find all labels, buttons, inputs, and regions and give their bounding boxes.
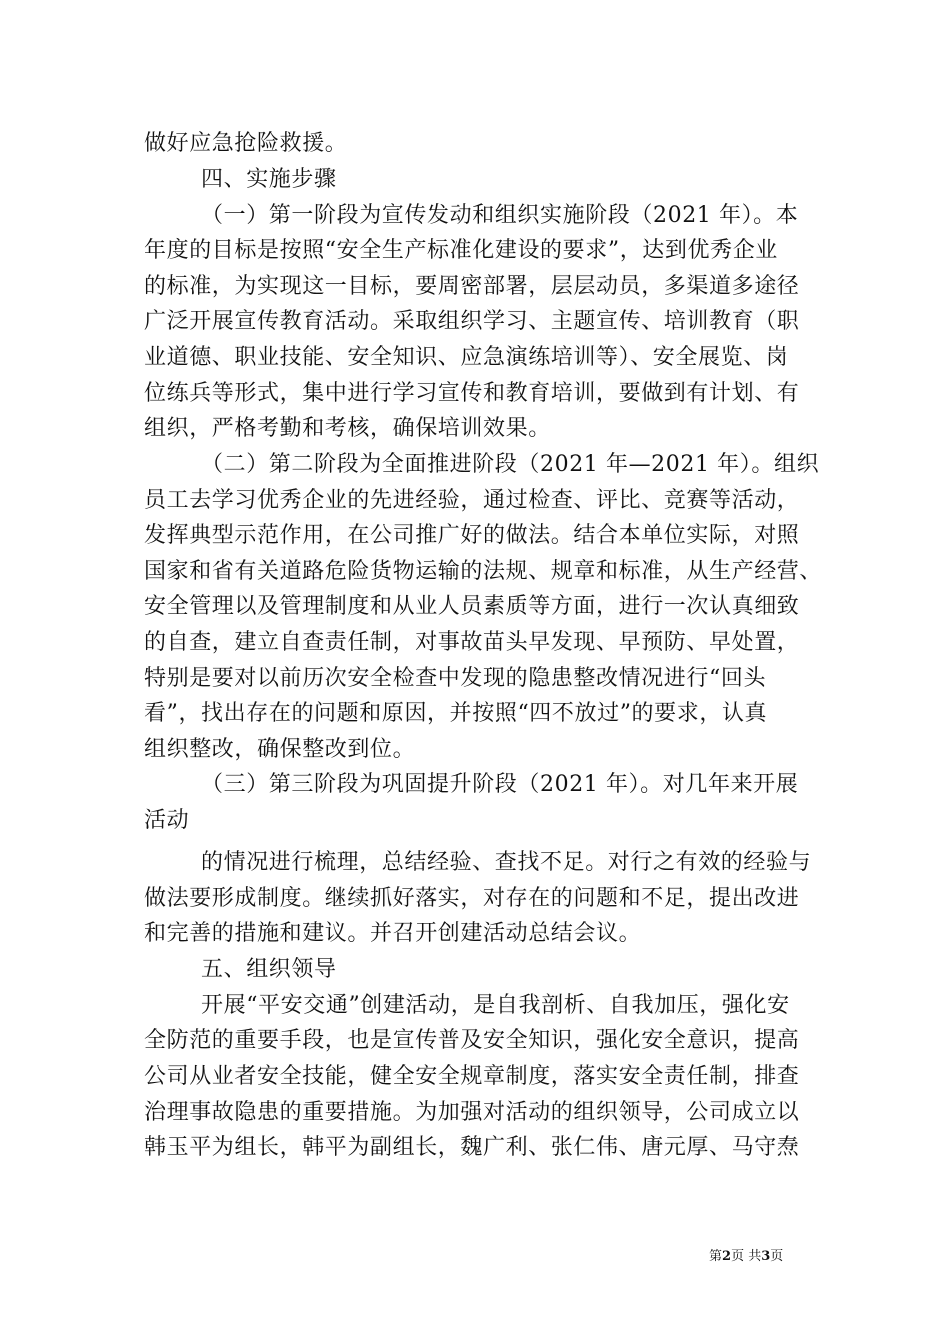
text-line: 国家和省有关道路危险货物运输的法规、规章和标准，从生产经营、	[144, 559, 823, 584]
section-heading: 四、实施步骤	[201, 167, 337, 192]
text-line: （一）第一阶段为宣传发动和组织实施阶段（2021 年）。本	[201, 203, 799, 228]
page-number: 2	[722, 1249, 732, 1264]
text-line: 看”，找出存在的问题和原因，并按照“四不放过”的要求，认真	[144, 701, 768, 726]
text-line: 的情况进行梳理，总结经验、查找不足。对行之有效的经验与	[201, 850, 812, 875]
text-line: 和完善的措施和建议。并召开创建活动总结会议。	[144, 921, 642, 946]
text-line: 特别是要对以前历次安全检查中发现的隐患整改情况进行“回头	[144, 666, 767, 691]
footer-suffix: 页	[770, 1249, 784, 1264]
page-footer	[709, 1248, 783, 1266]
text-line: 员工去学习优秀企业的先进经验，通过检查、评比、竞赛等活动，	[144, 488, 800, 513]
text-line: 公司从业者安全技能，健全安全规章制度，落实安全责任制，排查	[144, 1064, 800, 1089]
text-line: 开展“平安交通”创建活动，是自我剖析、自我加压，强化安	[201, 993, 790, 1018]
text-line: 做法要形成制度。继续抓好落实，对存在的问题和不足，提出改进	[144, 886, 800, 911]
text-line: （二）第二阶段为全面推进阶段（2021 年—2021 年）。组织	[201, 452, 820, 477]
text-line: 安全管理以及管理制度和从业人员素质等方面，进行一次认真细致	[144, 594, 800, 619]
text-line: 组织，严格考勤和考核，确保培训效果。	[144, 416, 551, 441]
text-line: 位练兵等形式，集中进行学习宣传和教育培训，要做到有计划、有	[144, 381, 800, 406]
text-line: （三）第三阶段为巩固提升阶段（2021 年）。对几年来开展	[201, 772, 799, 797]
text-line: 做好应急抢险救援。	[144, 131, 348, 156]
text-line: 业道德、职业技能、安全知识、应急演练培训等）、安全展览、岗	[144, 345, 789, 370]
text-line: 的自查，建立自查责任制，对事故苗头早发现、早预防、早处置，	[144, 630, 800, 655]
text-line: 韩玉平为组长，韩平为副组长，魏广利、张仁伟、唐元厚、马守焘	[144, 1135, 800, 1160]
footer-prefix: 第	[709, 1249, 723, 1264]
text-line: 广泛开展宣传教育活动。采取组织学习、主题宣传、培训教育（职	[144, 309, 800, 334]
text-line: 年度的目标是按照“安全生产标准化建设的要求”，达到优秀企业	[144, 238, 778, 263]
section-heading: 五、组织领导	[201, 957, 337, 982]
footer-middle: 页 共	[731, 1249, 762, 1264]
text-line: 的标准，为实现这一目标，要周密部署，层层动员，多渠道多途径	[144, 274, 800, 299]
page-total: 3	[761, 1249, 771, 1264]
text-line: 全防范的重要手段，也是宣传普及安全知识，强化安全意识，提高	[144, 1028, 800, 1053]
text-line: 治理事故隐患的重要措施。为加强对活动的组织领导，公司成立以	[144, 1100, 800, 1125]
text-line: 活动	[144, 808, 190, 833]
text-line: 组织整改，确保整改到位。	[144, 737, 416, 762]
text-line: 发挥典型示范作用，在公司推广好的做法。结合本单位实际，对照	[144, 523, 800, 548]
